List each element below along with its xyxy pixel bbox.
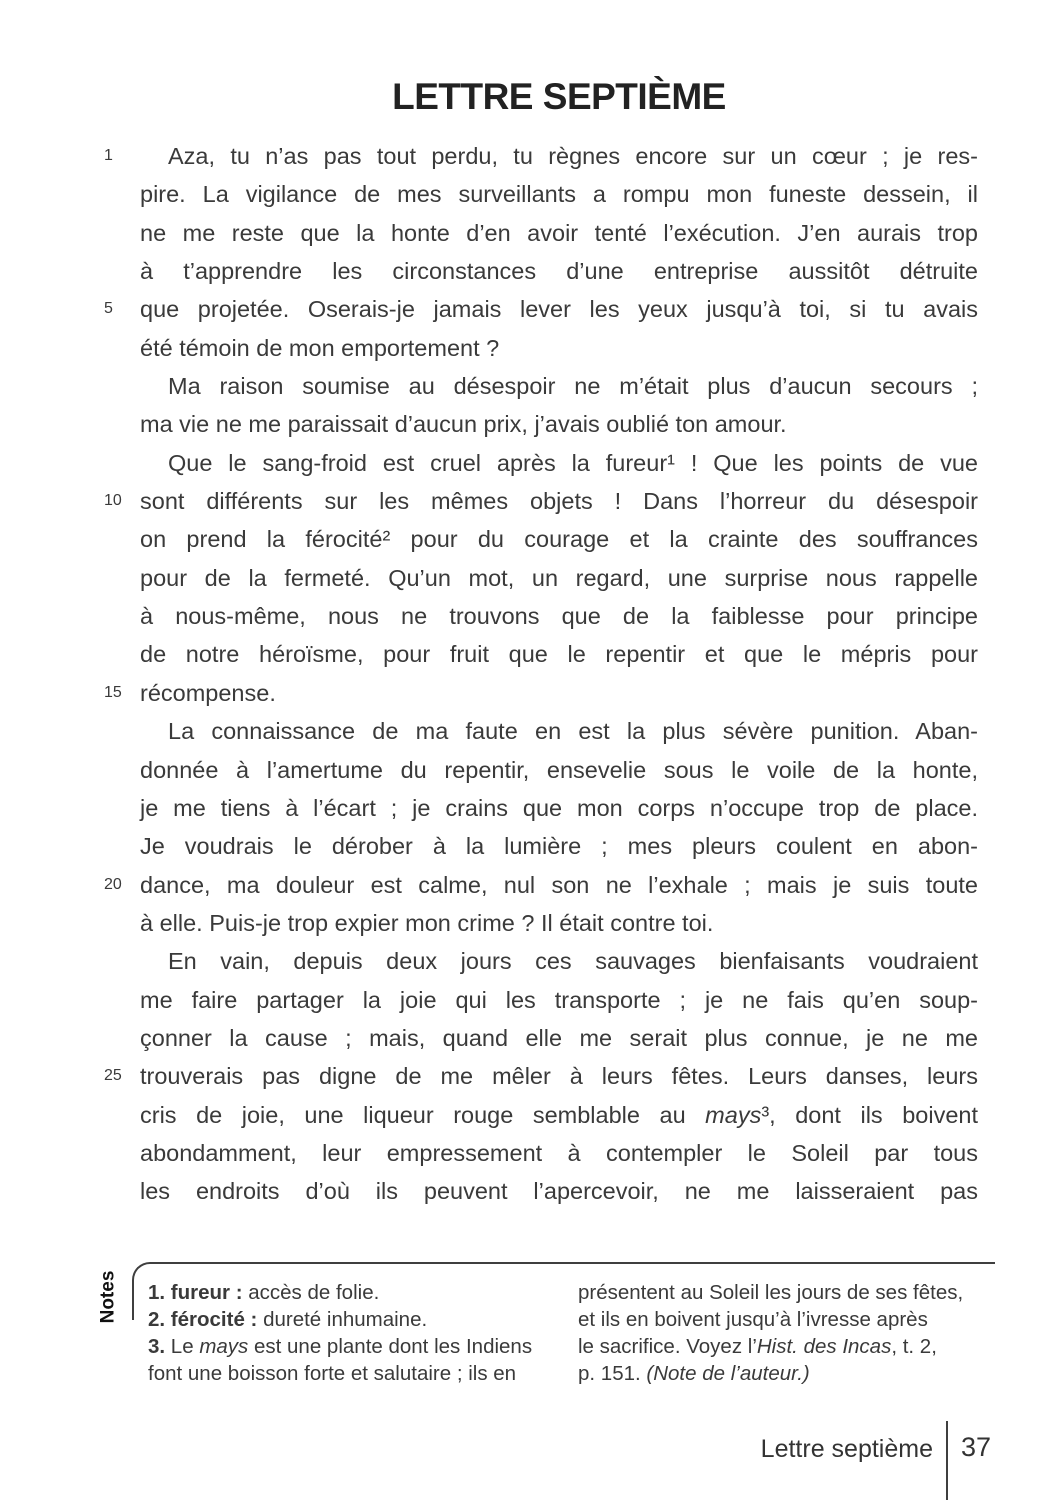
text-line-content: abondamment, leur empressement à contempler le Soleil par tous — [140, 1139, 978, 1166]
text-line-content: pour de la fermeté. Qu’un mot, un regard, une surprise nous rappelle — [140, 564, 978, 591]
text-line — [140, 405, 978, 443]
notes-column-left — [148, 1279, 532, 1387]
text-line-content: En vain, depuis deux jours ces sauvages bienfaisants voudraient — [168, 948, 978, 975]
footer-chapter-title: Lettre septième — [760, 1435, 933, 1463]
text-line-content: pire. La vigilance de mes surveillants a rompu mon funeste dessein, il — [140, 181, 978, 208]
text-line-content: Ma raison soumise au désespoir ne m’était plus d’aucun secours ; — [168, 373, 978, 400]
text-line-content: donnée à l’amertume du repentir, ensevelie sous le voile de la honte, — [140, 756, 978, 783]
text-line-content: que projetée. Oserais-je jamais lever les yeux jusqu’à toi, si tu avais — [140, 296, 978, 323]
text-line — [140, 444, 978, 482]
text-line — [140, 827, 978, 865]
text-line-content: me faire partager la joie qui les transporte ; je ne fais qu’en soup- — [140, 986, 978, 1013]
text-line — [140, 942, 978, 980]
text-line-content: Aza, tu n’as pas tout perdu, tu règnes encore sur un cœur ; je res- — [168, 143, 978, 169]
text-line-content: Que le sang-froid est cruel après la fureur¹ ! Que les points de vue — [168, 449, 978, 476]
text-line-content: ma vie ne me paraissait d’aucun prix, j’avais oublié ton amour. — [140, 411, 787, 438]
line-number: 15 — [104, 683, 122, 701]
text-line — [140, 214, 978, 252]
line-number: 25 — [104, 1067, 122, 1085]
note-line: et ils en boivent jusqu’à l’ivresse après — [578, 1308, 928, 1331]
text-line-content: sont différents sur les mêmes objets ! Dans l’horreur du désespoir — [140, 488, 978, 515]
line-number: 5 — [104, 300, 113, 318]
text-line-content: on prend la férocité² pour du courage et la crainte des souffrances — [140, 526, 978, 553]
text-line — [140, 520, 978, 558]
notes-label-text: Notes — [97, 1270, 119, 1324]
text-line — [104, 290, 978, 328]
text-line-content: à nous-même, nous ne trouvons que de la faiblesse pour principe — [140, 603, 978, 630]
text-line-content: à t’apprendre les circonstances d’une entreprise aussitôt détruite — [140, 258, 978, 285]
text-line — [140, 329, 978, 367]
text-line — [140, 635, 978, 673]
text-line — [140, 1019, 978, 1057]
text-line — [104, 482, 978, 520]
text-line — [140, 712, 978, 750]
text-line-content: de notre héroïsme, pour fruit que le repentir et que le mépris pour — [140, 641, 978, 668]
text-line — [140, 1096, 978, 1134]
line-number: 20 — [104, 875, 122, 893]
note-line: le sacrifice. Voyez l’Hist. des Incas, t. 2, — [578, 1335, 937, 1358]
footer-page-number: 37 — [961, 1432, 992, 1462]
text-line — [140, 1172, 978, 1210]
note-line: p. 151. (Note de l’auteur.) — [578, 1362, 810, 1385]
text-line-content: Je voudrais le dérober à la lumière ; mes pleurs coulent en abon- — [140, 833, 978, 860]
text-line — [140, 559, 978, 597]
text-line-content: je me tiens à l’écart ; je crains que mon corps n’occupe trop de place. — [140, 794, 978, 821]
notes-label — [94, 1266, 122, 1328]
text-line-content: ne me reste que la honte d’en avoir tenté l’exécution. J’en aurais trop — [140, 219, 978, 246]
note-line: 2. férocité : dureté inhumaine. — [148, 1308, 428, 1331]
text-line — [140, 981, 978, 1019]
text-line-content: dance, ma douleur est calme, nul son ne l’exhale ; mais je suis toute — [140, 871, 978, 898]
text-line-content: cris de joie, une liqueur rouge semblable au mays³, dont ils boivent — [140, 1101, 978, 1128]
note-line: 3. Le mays est une plante dont les Indiens — [148, 1335, 533, 1358]
text-line — [140, 904, 978, 942]
text-line — [140, 175, 978, 213]
text-line-content: été témoin de mon emportement ? — [140, 334, 500, 361]
text-line — [104, 1057, 978, 1095]
text-line-content: çonner la cause ; mais, quand elle me serait plus connue, je ne me — [140, 1024, 978, 1051]
text-line — [140, 597, 978, 635]
text-line-content: les endroits d’où ils peuvent l’apercevoir, ne me laisseraient pas — [140, 1178, 978, 1205]
page-title: LETTRE SEPTIÈME — [392, 76, 726, 117]
note-line: font une boisson forte et salutaire ; ils en — [148, 1362, 517, 1385]
note-line: 1. fureur : accès de folie. — [148, 1281, 380, 1304]
text-line — [140, 751, 978, 789]
notes-column-right — [578, 1279, 963, 1387]
text-line — [104, 866, 978, 904]
note-line: présentent au Soleil les jours de ses fêtes, — [578, 1281, 964, 1304]
text-line — [104, 137, 978, 175]
footer-divider — [946, 1421, 948, 1500]
text-line — [140, 1134, 978, 1172]
text-line-content: La connaissance de ma faute en est la plus sévère punition. Aban- — [168, 718, 978, 745]
line-number: 10 — [104, 492, 122, 510]
text-line-content: récompense. — [140, 679, 276, 706]
text-line-content: trouverais pas digne de me mêler à leurs fêtes. Leurs danses, leurs — [140, 1063, 978, 1090]
text-line — [140, 367, 978, 405]
text-line — [104, 674, 978, 712]
line-number: 1 — [104, 147, 113, 164]
text-line — [140, 789, 978, 827]
text-line — [140, 252, 978, 290]
text-line-content: à elle. Puis-je trop expier mon crime ? Il était contre toi. — [140, 909, 714, 936]
letter-body — [104, 137, 978, 1211]
